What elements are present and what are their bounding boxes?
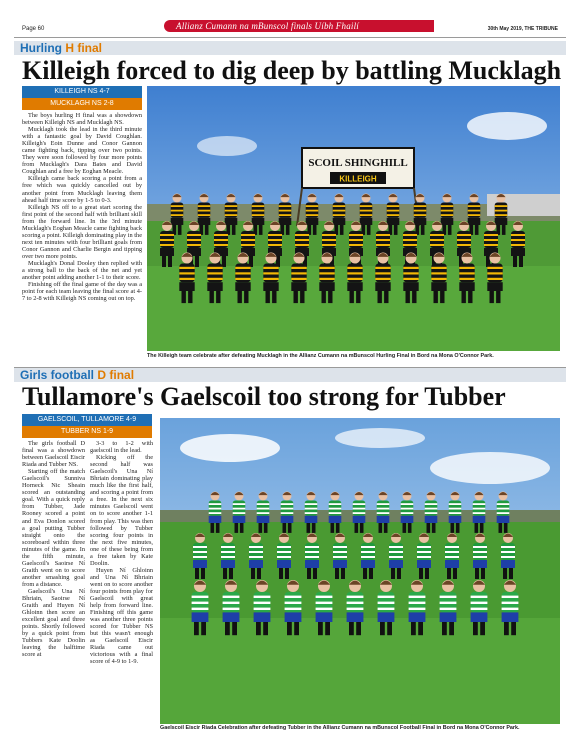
section-label-hurling	[20, 40, 102, 56]
competition-banner	[164, 20, 434, 32]
body-paragraph: The boys hurling H final was a showdown between Killeigh NS and Mucklagh NS.	[22, 112, 142, 127]
body-paragraph: Killeigh NS off to a great start scoring the first point of the second half with brilliant skill from the forward line. In the 3rd minute Mucklagh's Eoghan Meacle came fighting back scoring a point. Killeigh dominating play in the next ten minutes with four brilliant goals from Conor Gannon and Charlie Bergin and tipping over two more points.	[22, 203, 142, 260]
issue-date: 30th May 2019, THE TRIBUNE	[487, 26, 558, 32]
section-label-sport: Hurling	[20, 41, 62, 55]
body-paragraph: Gaelscoil's Una Ní Bhriain, Saoirse Ní Graith and Huyen Ní Ghloinn then score an excellent goal and three points. Shortly followed by a quick point from Tubbers Kate Doolin leaving the halftime score at	[22, 587, 85, 659]
body-paragraph: The girls football D final was a showdown between Gaelscoil Eiscir Riada and Tubber NS.	[22, 440, 85, 469]
body-paragraph: Starting off the match Gaelscoil's Sunniva Horneck Nic Sheain scored an outstanding goal. With a quick reply from Tubber, Jade Rooney scored a point and Eva Donlon scored a goal putting Tubber straight onto the scoreboard within three minutes of the game. In the fifth minute, Gaelscoil's Saoirse Ní Graith went on to score another smashing goal from a distance.	[22, 468, 85, 588]
body-paragraph: Kicking off the second half was Gaelscoil's Una Ní Bhriain dominating play much like the first half, and scoring a point from a free. In the next six minutes Gaelscoil went on to score another 1-1 from play. This was then followed by Tubber scoring four points in the next five minutes, one of these being from a free taken by Kate Doolin.	[90, 454, 153, 567]
page-header	[14, 20, 566, 38]
section-label-football	[20, 367, 134, 383]
football-team-photo	[160, 418, 560, 724]
page-number: Page 60	[22, 26, 45, 32]
hurling-team-photo	[147, 86, 560, 351]
body-paragraph: Mucklagh's Donal Dooley then replied with a strong ball to the back of the net and yet another point adding another 1-1 to their score.	[22, 259, 142, 282]
banner-lettering-2: KILLEIGH	[339, 174, 377, 184]
result-winner: GAELSCOIL, TULLAMORE 4-9	[22, 414, 152, 426]
section-label-grade: D final	[97, 368, 135, 382]
photo-caption-hurling: The Killeigh team celebrate after defeating Mucklagh in the Allianz Cumann na mBunscol Hurling Final in Bord na Mona O'Connor Park.	[147, 353, 494, 359]
body-paragraph: Mucklagh took the lead in the third minute with a fantastic goal by David Coughlan. Killeigh's Eoin Dunne and Conor Gannon came fighting back, tipping over two points. They were soon followed by four more points from Mucklagh's Dara Bates and David Coughlan and a free by Eoghan Meacle.	[22, 126, 142, 176]
article-body-football-col2	[90, 440, 153, 726]
body-paragraph: Finishing off the final game of the day was a point for each team leaving the final score at 4-7 to 2-8 with Killeigh NS coming out on top.	[22, 281, 142, 303]
section-label-grade: H final	[65, 41, 103, 55]
headline-football: Tullamore's Gaelscoil too strong for Tubber	[22, 382, 506, 411]
result-winner: KILLEIGH NS 4-7	[22, 86, 142, 98]
article-body-hurling	[22, 112, 142, 365]
body-paragraph: Killeigh came back scoring a point from a free which was quickly cancelled out by another point from Mucklagh leaving them ahead half time score by 1-5 to 0-3.	[22, 175, 142, 204]
banner-lettering: SCOIL SHINGHILL	[308, 157, 408, 169]
article-body-football-col1	[22, 440, 85, 726]
header-divider	[14, 37, 566, 38]
competition-banner-text: Allianz Cumann na mBunscol finals Uíbh Fhailí	[176, 21, 360, 31]
section-label-sport: Girls football	[20, 368, 95, 382]
headline-hurling: Killeigh forced to dig deep by battling Mucklagh	[22, 56, 562, 85]
photo-caption-football: Gaelscoil Eiscir Riada Celebration after defeating Tubber in the Allianz Cumann na mBunscol Football Final in Bord na Mona O'Connor Park.	[160, 725, 520, 731]
result-runner-up: TUBBER NS 1-9	[22, 426, 152, 438]
body-paragraph: Huyen Ní Ghloinn and Una Ní Bhriain went on to score another four points from play for Gaelscoil with great help from forward line. Finishing off this game was another three points scored for Tubber NS but this wasn't enough as Gaelscoil Eiscir Riada came out victorious with a final score of 4-9 to 1-9.	[90, 566, 153, 666]
body-paragraph: 3-3 to 1-2 with gaelscoil in the lead.	[90, 440, 153, 455]
result-runner-up: MUCKLAGH NS 2-8	[22, 98, 142, 110]
